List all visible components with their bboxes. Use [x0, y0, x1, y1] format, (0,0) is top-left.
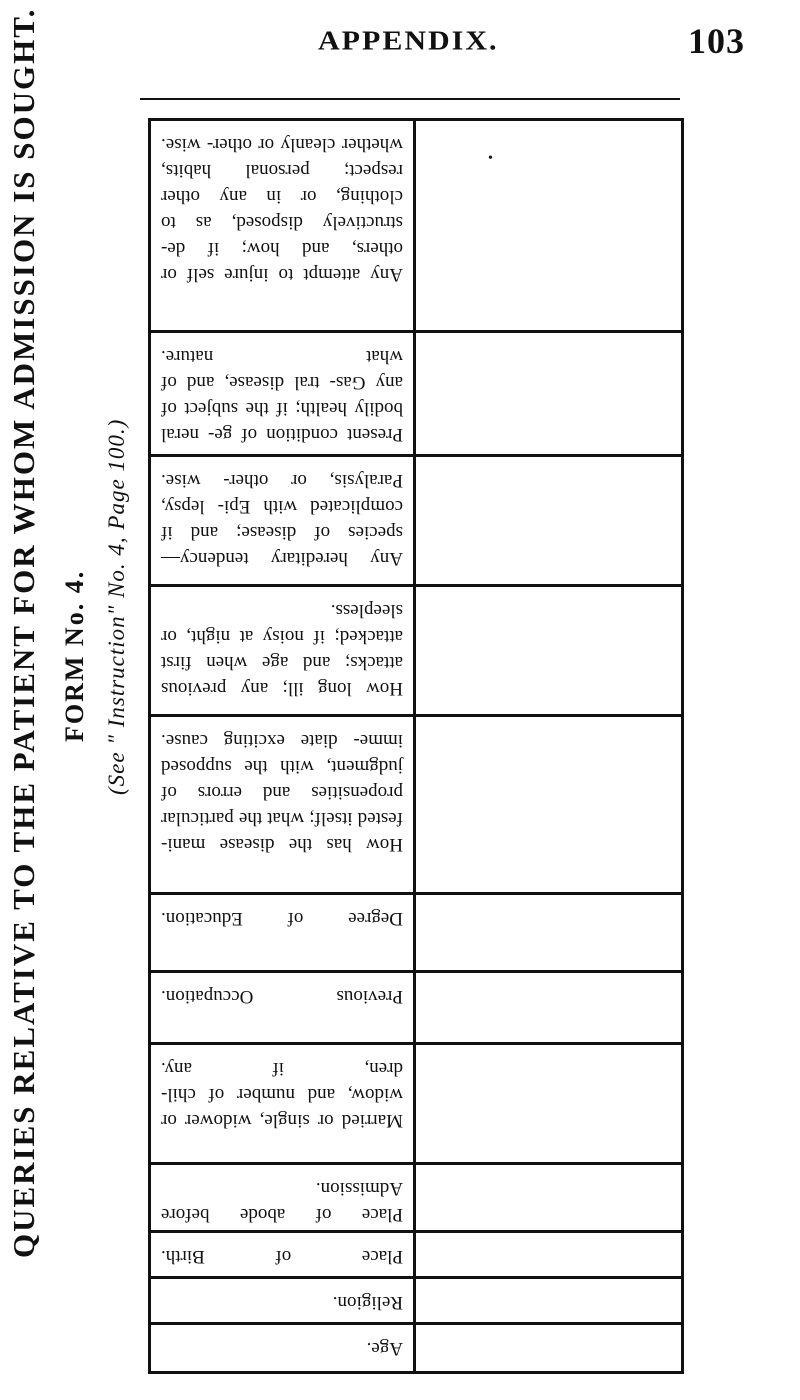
bullet-mark: •	[488, 151, 493, 166]
question-cell	[151, 895, 416, 970]
question-cell	[151, 121, 416, 330]
answer-cell[interactable]	[416, 895, 681, 970]
answer-cell[interactable]	[416, 973, 681, 1042]
question-cell	[151, 1233, 416, 1276]
question-cell	[151, 587, 416, 714]
answer-cell[interactable]	[416, 457, 681, 584]
answer-cell[interactable]	[416, 587, 681, 714]
answer-cell[interactable]	[416, 1233, 681, 1276]
answer-cell[interactable]	[416, 1045, 681, 1162]
header-rule	[140, 98, 680, 100]
table-row	[151, 457, 681, 587]
question-cell	[151, 457, 416, 584]
question-text: Age.	[366, 1338, 403, 1359]
instruction-reference: (See " Instruction" No. 4, Page 100.)	[104, 418, 129, 795]
table-row	[151, 973, 681, 1045]
question-text: Degree of Education.	[161, 908, 403, 929]
form-title: QUERIES RELATIVE TO THE PATIENT FOR WHOM ADMISSION IS SOUGHT.	[6, 7, 41, 1258]
question-text: Any attempt to injure self or others, and how; if de- structively disposed, as to clothing, or in any other respect; personal habits, whether cleanly or other- wise.	[161, 134, 403, 285]
question-text: How has the disease mani- fested itself; what the particular propensities and errors of judgment, with the supposed imme- diate exciting cause.	[161, 730, 403, 855]
answer-cell[interactable]	[416, 333, 681, 454]
question-cell	[151, 1279, 416, 1322]
question-text: Any hereditary tendency— species of disease; and if complicated with Epi- lepsy, Paralysis, or other- wise.	[161, 470, 403, 569]
page-number: 103	[688, 21, 745, 61]
answer-cell[interactable]	[416, 1165, 681, 1230]
question-cell	[151, 973, 416, 1042]
patient-queries-table	[148, 118, 684, 1374]
question-cell	[151, 1165, 416, 1230]
table-row	[151, 895, 681, 973]
question-text: Previous Occupation.	[161, 986, 403, 1007]
answer-cell[interactable]	[416, 1279, 681, 1322]
table-row	[151, 333, 681, 457]
answer-cell[interactable]	[416, 1325, 681, 1371]
question-text: How long ill; any previous attacks; and age when first attacked; if noisy at night, or sleepless.	[161, 600, 403, 699]
question-cell	[151, 1325, 416, 1371]
answer-cell[interactable]	[416, 717, 681, 892]
question-text: Present condition of ge- neral bodily health; if the subject of any Gas- tral disease, and of what nature.	[161, 346, 403, 445]
question-text: Religion.	[332, 1292, 403, 1313]
form-number: FORM No. 4.	[60, 569, 89, 742]
running-head: APPENDIX.	[318, 25, 499, 56]
table-row	[151, 1233, 681, 1279]
table-row	[151, 121, 681, 333]
table-row	[151, 1325, 681, 1371]
question-text: Place of Birth.	[161, 1246, 403, 1267]
table-row	[151, 587, 681, 717]
table-row	[151, 717, 681, 895]
table-row	[151, 1165, 681, 1233]
question-cell	[151, 333, 416, 454]
page-header	[0, 0, 800, 70]
table-row	[151, 1279, 681, 1325]
question-cell	[151, 1045, 416, 1162]
question-text: Married or single, widower or widow, and number of chil- dren, if any.	[161, 1058, 403, 1131]
answer-cell[interactable]	[416, 121, 681, 330]
table-row	[151, 1045, 681, 1165]
question-cell	[151, 717, 416, 892]
question-text: Place of abode before Admission.	[161, 1178, 403, 1225]
